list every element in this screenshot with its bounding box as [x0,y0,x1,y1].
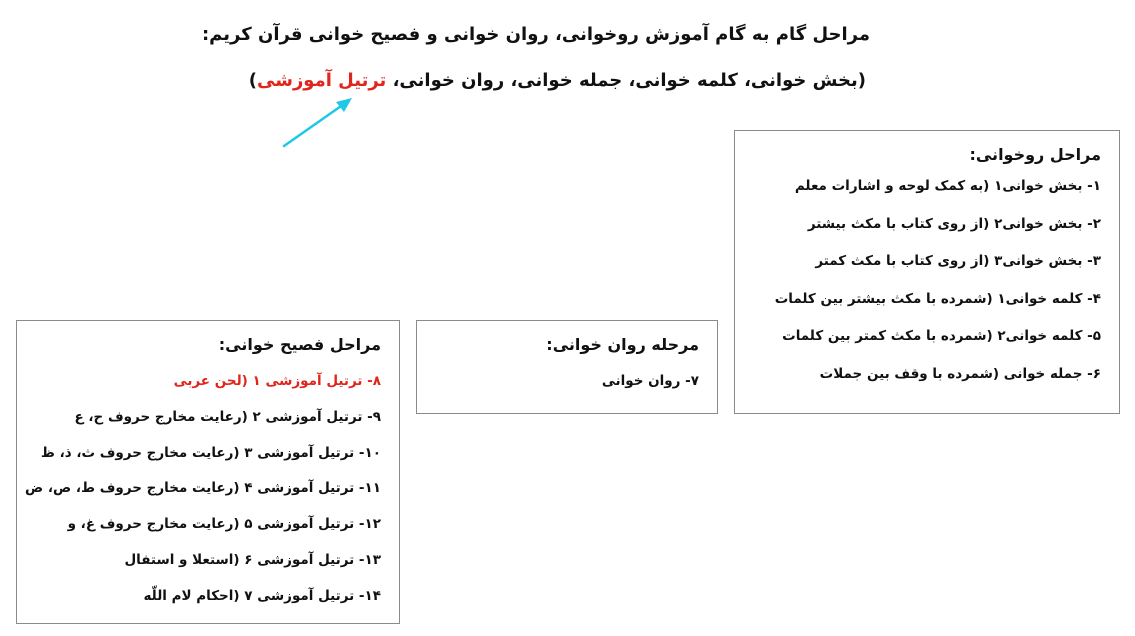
list-item: ۷- روان خوانی [601,373,699,389]
arrow-shaft [284,104,344,146]
list-item: ۲- بخش خوانی۲ (از روی کتاب با مکث بیشتر [807,215,1101,232]
list-item: ۱۴- ترتیل آموزشی ۷ (احکام لام اللّه [143,587,381,604]
ravan-stage-box [416,320,718,414]
fasih-stages-box [16,320,400,624]
list-item: ۱- بخش خوانی۱ (به کمک لوحه و اشارات معلم [794,178,1101,194]
page-title: مراحل گام به گام آموزش روخوانی، روان خوانی و فصیح خوانی قرآن کریم: [201,24,870,45]
list-item: ۱۱- ترتیل آموزشی ۴ (رعایت مخارج حروف ط، ص، ض [25,480,381,497]
page-subtitle [150,70,866,91]
fasih-stages-list [25,364,381,615]
ravan-stage-list [431,364,699,400]
list-item: ۱۳- ترتیل آموزشی ۶ (استعلا و استفال [124,551,381,568]
list-item: ۹- ترتیل آموزشی ۲ (رعایت مخارج حروف ح، ع [74,408,381,425]
list-item: ۵- کلمه خوانی۲ (شمرده با مکث کمتر بین کلمات [782,328,1101,344]
subtitle-suffix: ) [248,70,258,91]
list-item: ۶- جمله خوانی (شمرده با وقف بین جملات [819,365,1101,382]
subtitle-prefix: (بخش خوانی، کلمه خوانی، جمله خوانی، روان خوانی، [392,70,866,91]
list-item: ۳- بخش خوانی۳ (از روی کتاب با مکث کمتر [815,253,1101,269]
list-item: ۴- کلمه خوانی۱ (شمرده با مکث بیشتر بین کلمات [774,290,1101,307]
list-item: ۸- ترتیل آموزشی ۱ (لحن عربی [173,373,381,389]
list-item: ۱۲- ترتیل آموزشی ۵ (رعایت مخارج حروف غ، و [67,516,381,533]
list-item: ۱۰- ترتیل آموزشی ۳ (رعایت مخارج حروف ث، ذ، ظ [40,444,381,461]
ravan-stage-title: مرحله روان خوانی: [546,335,699,354]
arrow-up-right-icon [278,92,358,152]
subtitle-highlight: ترتیل آموزشی [257,70,387,91]
rokhani-stages-title: مراحل روخوانی: [969,145,1101,164]
rokhani-stages-box [734,130,1120,414]
rokhani-stages-list [749,168,1101,393]
fasih-stages-title: مراحل فصیح خوانی: [218,335,381,354]
arrow-head [336,98,352,112]
